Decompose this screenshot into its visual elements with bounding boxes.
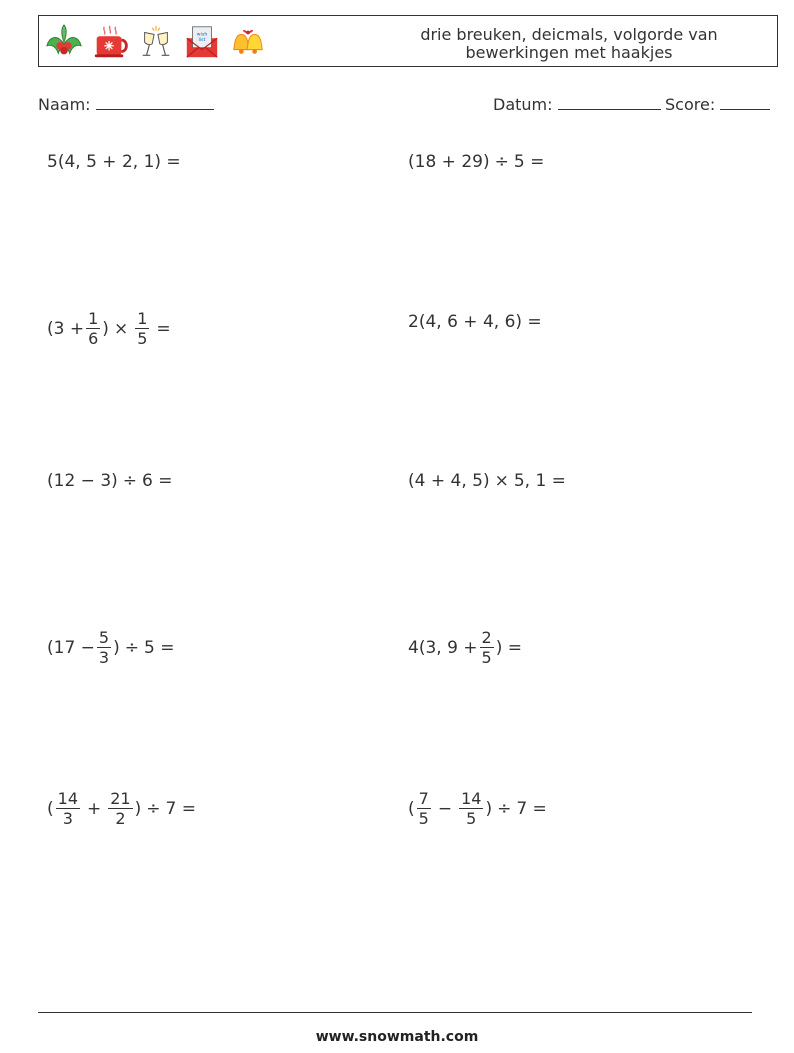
problem-1-expression: 5(4, 5 + 2, 1) = [47,152,181,172]
problem-3-close: ) [102,318,109,339]
denominator: 5 [466,809,477,828]
problem-1 [47,152,181,172]
divide-sign: ÷ [494,152,509,172]
fraction [417,789,431,828]
problem-3 [47,309,171,348]
fraction [108,789,132,828]
equals-sign: = [156,318,171,339]
numerator: 1 [137,309,148,328]
denominator: 5 [418,809,429,828]
problem-5 [47,471,172,491]
numerator: 14 [461,789,482,808]
problem-10-open: ( [408,798,415,819]
numerator: 2 [481,628,492,647]
score-field[interactable] [665,93,770,114]
problem-5-right: 6 = [142,471,173,491]
holly-icon [45,23,83,61]
numerator: 7 [418,789,429,808]
numerator: 5 [98,628,110,647]
fraction [97,628,111,667]
wish-card-icon [183,23,221,61]
fraction [86,309,100,348]
denominator: 5 [481,648,492,667]
worksheet-title [369,26,769,62]
problem-7-close: ) [113,637,120,658]
problem-7-right: 5 = [144,637,175,658]
date-label: Datum: [493,95,553,114]
date-field[interactable] [493,93,661,114]
numerator: 21 [110,789,131,808]
divide-sign: ÷ [122,471,138,491]
problem-6-right: 5, 1 = [513,471,566,491]
multiply-sign: × [113,318,129,339]
footer-url[interactable]: www.snowmath.com [315,1029,479,1045]
plus-sign: + [87,798,102,819]
multiply-sign: × [494,471,509,491]
problem-8 [408,628,522,667]
problem-2 [408,152,544,172]
numerator: 14 [57,789,78,808]
problem-10-right: 7 = [516,798,547,819]
problem-8-close: ) = [495,637,523,658]
svg-text:wish: wish [196,32,208,38]
fraction [56,789,80,828]
fraction [135,309,149,348]
footer-divider [38,1012,752,1013]
problem-5-left: (12 − 3) [47,471,118,491]
name-label: Naam: [38,95,91,114]
problem-9-right: 7 = [165,798,196,819]
problem-7-open: (17 − [47,637,95,658]
title-line-1: drie breuken, deicmals, volgorde van [420,25,718,44]
problem-6 [408,471,566,491]
fraction [480,628,494,667]
score-label: Score: [665,95,716,114]
svg-text:list: list [198,38,206,44]
bells-icon [229,23,267,61]
denominator: 3 [98,648,110,667]
denominator: 3 [62,809,73,828]
title-line-2: bewerkingen met haakjes [465,43,673,62]
fraction [459,789,483,828]
champagne-icon [137,23,175,61]
divide-sign: ÷ [146,798,161,819]
problem-9-close: ) [134,798,142,819]
problem-3-open: (3 + [47,318,85,339]
denominator: 5 [137,329,148,348]
problem-6-left: (4 + 4, 5) [408,471,490,491]
denominator: 6 [88,329,99,348]
problem-4 [408,312,542,332]
divide-sign: ÷ [497,798,512,819]
name-blank[interactable] [96,93,214,110]
problem-10-close: ) [485,798,493,819]
score-blank[interactable] [720,93,770,110]
mug-icon [91,23,129,61]
denominator: 2 [115,809,126,828]
numerator: 1 [88,309,99,328]
problem-2-left: (18 + 29) [408,152,490,172]
problem-4-expression: 2(4, 6 + 4, 6) = [408,312,542,332]
date-blank[interactable] [558,93,661,110]
divide-sign: ÷ [124,637,139,658]
icon-strip [45,23,267,61]
problem-8-open: 4(3, 9 + [408,637,478,658]
problem-9 [47,789,196,828]
problem-7 [47,628,174,667]
minus-sign: − [437,798,453,819]
name-field[interactable] [38,93,214,114]
problem-2-right: 5 = [513,152,545,172]
problem-9-open: ( [47,798,54,819]
header-box [38,15,778,67]
problem-10 [408,789,547,828]
